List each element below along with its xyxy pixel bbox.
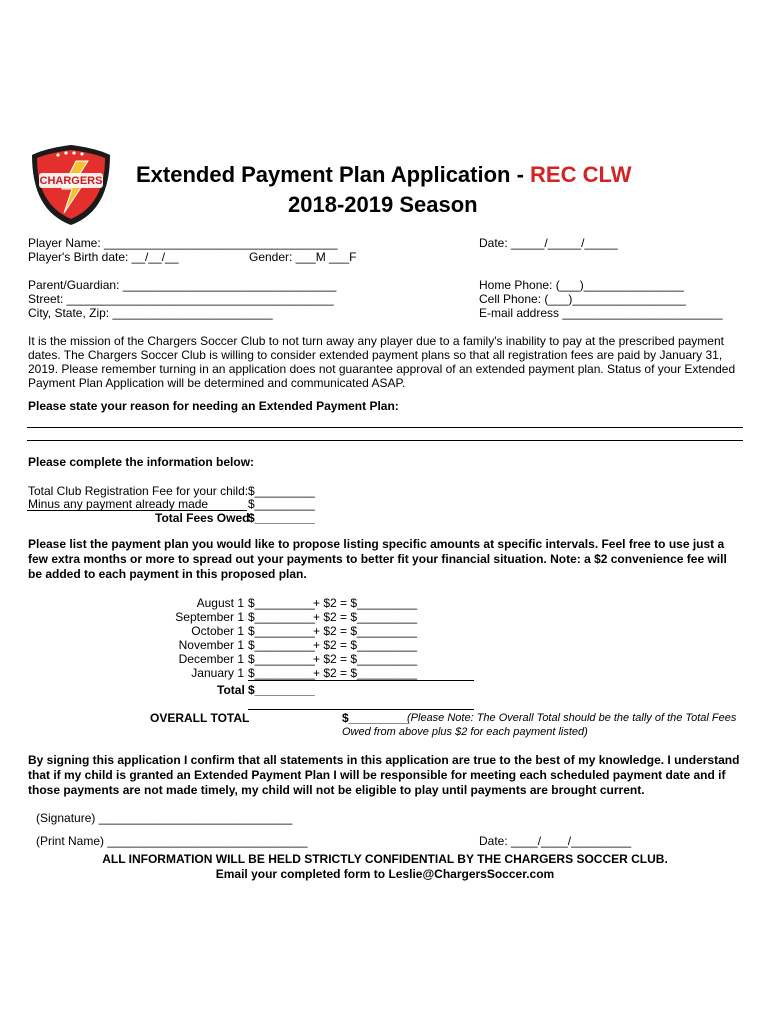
title-prefix: Extended Payment Plan Application - xyxy=(136,162,531,187)
schedule-amount-field[interactable]: $_________ xyxy=(248,666,315,680)
overall-total-field[interactable]: $_________ xyxy=(342,711,409,725)
schedule-fee-field[interactable]: + $2 = $_________ xyxy=(313,638,418,652)
schedule-fee-field[interactable]: + $2 = $_________ xyxy=(313,652,418,666)
minus-payment-field[interactable]: $_________ xyxy=(248,497,315,511)
overall-note-line-1: (Please Note: The Overall Total should be the tally of the Total Fees xyxy=(407,712,737,724)
svg-text:CHARGERS: CHARGERS xyxy=(39,175,103,187)
schedule-month: September 1 xyxy=(175,610,244,624)
email-instruction: Email your completed form to Leslie@ChargersSoccer.com xyxy=(215,867,555,881)
reason-prompt: Please state your reason for needing an Extended Payment Plan: xyxy=(28,399,399,413)
schedule-fee-field[interactable]: + $2 = $_________ xyxy=(313,596,418,610)
signature-date-field[interactable]: Date: ____/____/_________ xyxy=(479,834,632,848)
page-title xyxy=(136,162,632,188)
mission-paragraph: It is the mission of the Chargers Soccer Club to not turn away any player due to a family's inability to pay at the prescribed payment dates. The Chargers Soccer Club is willing to consider extended payment plans so that all registration fees are paid by January 31, 2019. Please remember turning in an application does not guarantee approval of an extended payment plan. Status of your Extended Payment Plan Application will be determined and communicated ASAP. xyxy=(28,334,736,390)
form-date-field[interactable]: Date: _____/_____/_____ xyxy=(479,236,618,250)
schedule-amount-field[interactable]: $_________ xyxy=(248,596,315,610)
schedule-amount-field[interactable]: $_________ xyxy=(248,652,315,666)
schedule-amount-field[interactable]: $_________ xyxy=(248,610,315,624)
schedule-amount-field[interactable]: $_________ xyxy=(248,624,315,638)
overall-total-label: OVERALL TOTAL xyxy=(150,711,250,725)
chargers-logo xyxy=(30,143,112,227)
registration-fee-label: Total Club Registration Fee for your child: xyxy=(28,484,249,498)
confirmation-paragraph: By signing this application I confirm that all statements in this application are true to the best of my knowledge. I understand that if my child is granted an Extended Payment Plan I will be responsible for meeting each scheduled payment date and if those payments are not made timely, my child will not be eligible to play until payments are brought current. xyxy=(28,753,740,797)
total-fees-field[interactable]: $_________ xyxy=(248,511,315,525)
street-field[interactable]: Street: ________________________________________ xyxy=(28,292,334,306)
email-field[interactable]: E-mail address ________________________ xyxy=(479,306,723,320)
birth-date-field[interactable]: Player's Birth date: __/__/__ xyxy=(28,250,179,264)
schedule-month: August 1 xyxy=(196,596,244,610)
schedule-fee-field[interactable]: + $2 = $_________ xyxy=(313,666,418,680)
schedule-amount-field[interactable]: $_________ xyxy=(248,638,315,652)
parent-guardian-field[interactable]: Parent/Guardian: ________________________________ xyxy=(28,278,337,292)
home-phone-field[interactable]: Home Phone: (___)_______________ xyxy=(479,278,684,292)
schedule-month: October 1 xyxy=(191,624,244,638)
schedule-month: January 1 xyxy=(191,666,244,680)
schedule-total-field[interactable]: $_________ xyxy=(248,683,315,697)
confidential-notice: ALL INFORMATION WILL BE HELD STRICTLY CONFIDENTIAL BY THE CHARGERS SOCCER CLUB. xyxy=(102,852,668,866)
schedule-fee-field[interactable]: + $2 = $_________ xyxy=(313,624,418,638)
total-fees-label: Total Fees Owed xyxy=(155,511,250,525)
print-name-field[interactable]: (Print Name) ______________________________ xyxy=(36,834,308,848)
signature-field[interactable]: (Signature) _____________________________ xyxy=(36,811,293,825)
schedule-divider xyxy=(248,680,474,681)
schedule-month: November 1 xyxy=(178,638,244,652)
season-title: 2018-2019 Season xyxy=(288,192,478,217)
reason-line-1[interactable] xyxy=(27,427,743,428)
reason-line-2[interactable] xyxy=(27,440,743,441)
schedule-month: December 1 xyxy=(178,652,244,666)
schedule-fee-field[interactable]: + $2 = $_________ xyxy=(313,610,418,624)
overall-divider xyxy=(248,709,474,710)
shield-logo-icon xyxy=(30,143,112,227)
city-state-zip-field[interactable]: City, State, Zip: ________________________ xyxy=(28,306,273,320)
registration-fee-field[interactable]: $_________ xyxy=(248,484,315,498)
cell-phone-field[interactable]: Cell Phone: (___)_________________ xyxy=(479,292,686,306)
player-name-field[interactable]: Player Name: ___________________________________ xyxy=(28,236,338,250)
info-prompt: Please complete the information below: xyxy=(28,455,255,469)
schedule-total-label: Total xyxy=(217,683,245,697)
minus-payment-label: Minus any payment already made xyxy=(28,497,209,511)
title-highlight: REC CLW xyxy=(530,162,632,187)
plan-instructions: Please list the payment plan you would like to propose listing specific amounts at specific intervals. Feel free to use just a few extra months or more to spread out your payments to better fit your financial situation. Note: a $2 convenience fee will be added to each payment in this proposed plan. xyxy=(28,537,727,581)
gender-field[interactable]: Gender: ___M ___F xyxy=(249,250,357,264)
overall-note-line-2: Owed from above plus $2 for each payment listed) xyxy=(342,726,588,738)
